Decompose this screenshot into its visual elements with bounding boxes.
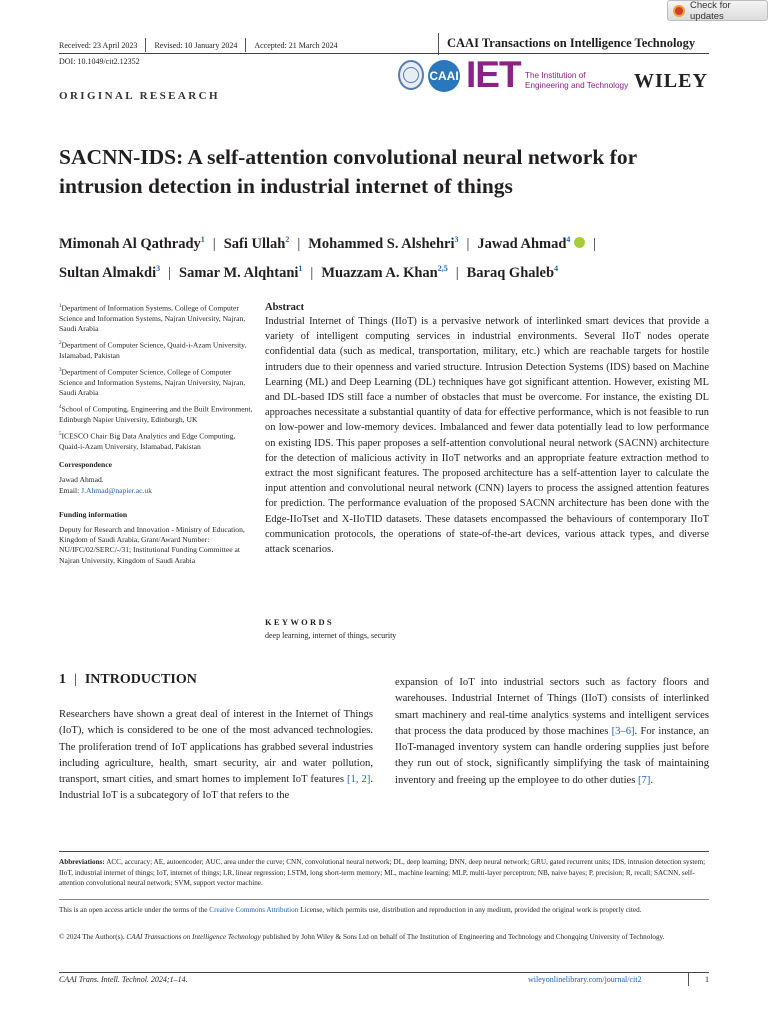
keywords-list: deep learning, internet of things, security: [265, 631, 397, 640]
funding-heading: Funding information: [59, 509, 128, 519]
affiliation-sup: 2: [59, 341, 62, 347]
check-for-updates-button[interactable]: [667, 0, 768, 21]
correspondence-email-line: [59, 486, 255, 496]
article-history: [59, 38, 338, 52]
author-separator: |: [168, 264, 172, 281]
intro-text: . For instance, an IIoT-managed inventory system can handle ordering supplies just before they run out of stock, significantly simplifying the task of maintaining inventory and freeing up the employee to do other duties: [395, 725, 710, 786]
intro-right-column: [395, 675, 709, 789]
crossmark-icon: [673, 5, 685, 17]
article-title: SACNN-IDS: A self-attention convolutional neural network for intrusion detection in industrial internet of things: [59, 145, 637, 198]
correspondence-name: Jawad Ahmad.: [59, 475, 104, 485]
section-heading-introduction: [59, 672, 197, 688]
author-separator: |: [310, 264, 314, 281]
abstract-body: Industrial Internet of Things (IIoT) is a pervasive network of interlinked smart devices that provide a variety of intelligent computing services in industrial environments. Several IIoT nodes operate confidential data (such as medical, transportation, military, etc.) which are reachable targets for hostile intruders due to their openness and varied structure. Intrusion Detection Systems (IDS) based on Machine Learning (ML) and Deep Learning (DL) techniques have got significant attention. However, existing ML and DL-based IDS still face a number of obstacles that must be overcome. For instance, the existing DL approaches necessitate a substantial quantity of data for effective performance, which is not feasible to run on low-power and low-memory devices. Imbalanced and fewer data potentially lead to low performance on existing IDS. This paper proposes a self-attention convolutional neural network (SACNN) architecture for the detection of malicious activity in IIoT networks and an appropriate feature extraction method to extract the most significant features. The proposed architecture has a self-attention layer to calculate the input attention and convolutional neural network (CNN) layers to process the assigned attention features for prediction. The performance evaluation of the proposed SACNN architecture has been done with the Edge-IIoTset and X-IIoTID datasets. These datasets encompassed the behaviours of contemporary IIoT communication protocols, the operations of state-of-the-art devices, various attack types, and diverse attack scenarios.: [265, 316, 709, 556]
citation-link[interactable]: [1, 2]: [347, 774, 371, 786]
footer-divider: [688, 973, 689, 986]
author-affil-sup: 2,5: [437, 263, 448, 273]
author-name[interactable]: Samar M. Alqhtani: [179, 264, 299, 281]
footnote-rule: [59, 851, 709, 852]
copyright-text: © 2024 The Author(s).: [59, 933, 127, 941]
author-name[interactable]: Jawad Ahmad: [477, 236, 567, 252]
cqut-seal-icon: [398, 60, 424, 90]
author-name[interactable]: Muazzam A. Khan: [321, 264, 438, 281]
email-label: Email:: [59, 485, 82, 495]
iet-logo: IET: [466, 54, 521, 95]
divider: [245, 38, 246, 52]
section-separator: |: [74, 672, 77, 687]
affiliation: [59, 430, 255, 452]
affiliations-sidebar: [59, 302, 255, 566]
affiliation: [59, 302, 255, 334]
received-date: Received: 23 April 2023: [59, 40, 138, 50]
affiliation-sup: 5: [59, 432, 62, 438]
section-title: INTRODUCTION: [84, 672, 197, 687]
check-for-updates-label: Check for updates: [690, 0, 731, 22]
affiliation-text: Department of Information Systems, College of Computer Science and Information Systems, Najran University, Najran, Saudi Arabia: [59, 303, 246, 333]
footer-rule: [59, 972, 709, 973]
header-divider: [438, 33, 439, 55]
affiliation: [59, 339, 255, 361]
author-affil-sup: 2: [285, 235, 290, 244]
author-affil-sup: 3: [156, 263, 161, 273]
affiliation-sup: 3: [59, 368, 62, 374]
journal-name: CAAI Transactions on Intelligence Technology: [447, 36, 696, 50]
affiliation-sup: 4: [59, 405, 62, 411]
creative-commons-link[interactable]: Creative Commons Attribution: [209, 906, 299, 914]
citation-link[interactable]: [7]: [638, 774, 651, 786]
intro-text: .: [650, 774, 654, 786]
intro-text: expansion of IoT into industrial sectors such as factory floors and warehouses. Industrial Internet of Things (IIoT) consists of interlinked smart machinery and real-time analytics systems and intelligent services that process the data produced by those machines: [395, 677, 709, 737]
author-separator: |: [297, 236, 301, 252]
affiliation-text: ICESCO Chair Big Data Analytics and Edge Computing, Quaid-i-Azam University, Islamabad, Pakistan: [59, 431, 236, 451]
intro-text: Researchers have shown a great deal of interest in the Internet of Things (IoT), which is considered to be one of the most advanced technologies. The proliferation trend of IoT applications has grabbed several industries including agriculture, health, smart security, air and water pollution, transport, smart cities, and smart homes to implement IoT features: [59, 709, 373, 786]
author-separator: |: [455, 264, 459, 281]
footnote-rule: [59, 899, 709, 900]
article-type: ORIGINAL RESEARCH: [59, 90, 220, 102]
author-list: [59, 228, 719, 285]
intro-text: . Industrial IoT is a subcategory of IoT that refers to the: [59, 774, 374, 802]
keywords-heading: KEYWORDS: [265, 617, 334, 627]
header-rule: [59, 53, 709, 54]
iet-logo-line: Engineering and Technology: [525, 80, 629, 90]
section-number: 1: [59, 672, 66, 687]
license-text: This is an open access article under the terms of the: [59, 906, 210, 914]
accepted-date: Accepted: 21 March 2024: [254, 40, 338, 50]
author-affil-sup: 3: [454, 235, 459, 244]
funding-text: Deputy for Research and Innovation - Ministry of Education, Kingdom of Saudi Arabia, Grant/Award Number: NU/IFC/02/SERC/-/31; Institutional Funding Committee at Najran University, Kingdom of Saudi Arabia: [59, 524, 245, 565]
author-affil-sup: 4: [554, 263, 559, 273]
intro-left-column: [59, 707, 373, 805]
page-number: 1: [705, 975, 709, 984]
affiliation-text: School of Computing, Engineering and the Built Environment, Edinburgh Napier University, Edinburgh, UK: [59, 404, 253, 424]
affiliation-text: Department of Computer Science, Quaid-i-Azam University, Islamabad, Pakistan: [59, 340, 247, 360]
abstract: [265, 302, 709, 557]
affiliation: [59, 403, 255, 425]
abbreviations-text: ACC, accuracy; AE, autoencoder; AUC, area under the curve; CNN, convolutional neural network; DL, deep learning; DNN, deep neural network; GRU, gated recurrent units; IDS, intrusion detection system; IIoT, industrial internet of things; IoT, internet of things; LR, linear regression; LSTM, long short-term memory; ML, machine learning; MLP, multi-layer perceptron; NB, naive bayes; P, precision; R, recall; SACNN, self-attention convolutional neural network; SVM, support vector machine.: [59, 858, 706, 888]
divider: [145, 38, 146, 52]
citation-link[interactable]: [3–6]: [611, 725, 635, 737]
footer-journal-link[interactable]: wileyonlinelibrary.com/journal/cit2: [528, 975, 642, 984]
doi[interactable]: DOI: 10.1049/cit2.12352: [59, 57, 140, 66]
author-line: [59, 257, 719, 286]
author-separator: |: [212, 236, 216, 252]
wiley-logo: WILEY: [634, 70, 708, 92]
correspondence-heading: Correspondence: [59, 460, 113, 470]
author-name[interactable]: Mohammed S. Alshehri: [308, 236, 455, 252]
affiliation: [59, 366, 255, 398]
author-affil-sup: 1: [200, 235, 205, 244]
copyright-notice: [59, 932, 709, 943]
author-affil-sup: 1: [298, 263, 303, 273]
author-name[interactable]: Mimonah Al Qathrady: [59, 236, 201, 252]
author-name[interactable]: Sultan Almakdi: [59, 264, 157, 281]
correspondence-email-link[interactable]: J.Ahmad@napier.ac.uk: [81, 485, 153, 495]
copyright-journal: CAAI Transactions on Intelligence Technology: [126, 933, 261, 941]
affiliation-sup: 1: [59, 304, 62, 309]
orcid-icon[interactable]: [574, 237, 585, 248]
affiliation-text: Department of Computer Science, College of Computer Science and Information Systems, Najran University, Najran, Saudi Arabia: [59, 367, 246, 398]
abbreviations-label: Abbreviations:: [59, 858, 105, 866]
license-notice: [59, 905, 709, 916]
author-affil-sup: 4: [566, 235, 571, 244]
footer-citation: CAAI Trans. Intell. Technol. 2024;1–14.: [59, 975, 188, 984]
author-separator: |: [466, 236, 470, 252]
author-separator: |: [593, 236, 596, 252]
license-text: License, which permits use, distribution and reproduction in any medium, provided the original work is properly cited.: [298, 906, 642, 914]
author-line: [59, 228, 719, 257]
caai-logo: CAAI: [428, 60, 460, 92]
author-name[interactable]: Baraq Ghaleb: [466, 264, 555, 281]
iet-logo-subtitle: [525, 71, 635, 90]
abbreviations: [59, 857, 709, 889]
revised-date: Revised: 10 January 2024: [154, 40, 238, 50]
iet-logo-line: The Institution of: [525, 71, 586, 80]
author-name[interactable]: Safi Ullah: [223, 236, 286, 252]
abstract-heading: Abstract: [265, 302, 305, 313]
copyright-text: published by John Wiley & Sons Ltd on behalf of The Institution of Engineering and Technology and Chongqing University of Technology.: [260, 933, 665, 941]
